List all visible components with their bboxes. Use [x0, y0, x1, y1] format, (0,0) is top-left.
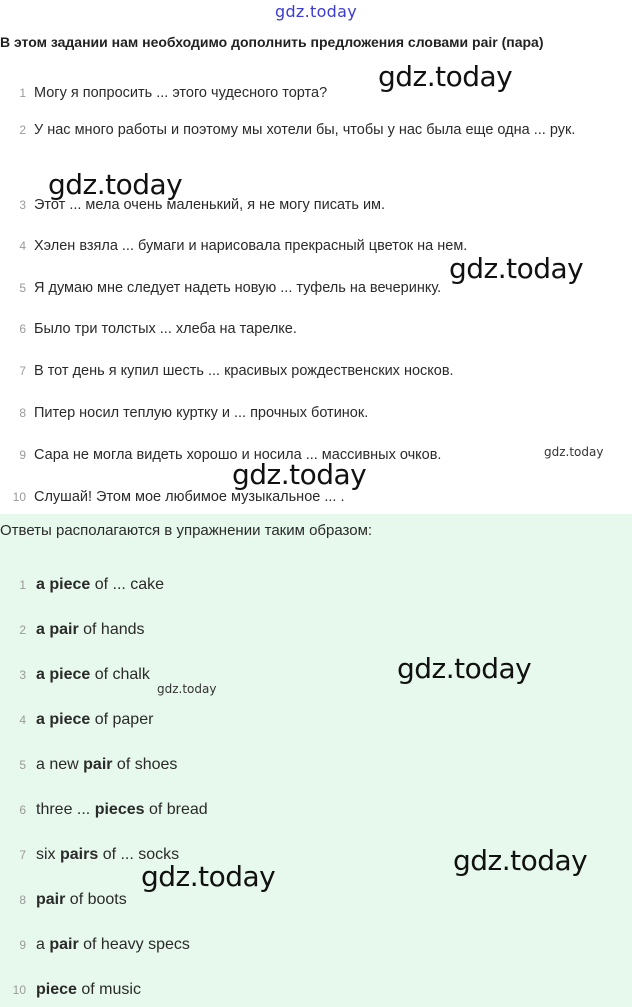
question-item: [0, 76, 628, 110]
answer-number: 2: [19, 623, 26, 637]
answer-text: a piece of chalk: [36, 666, 150, 683]
question-text: Питер носил теплую куртку и ... прочных ботинок.: [34, 405, 369, 421]
answer-number: 1: [19, 578, 26, 592]
question-text: Было три толстых ... хлеба на тарелке.: [34, 321, 297, 337]
answers-heading: Ответы располагаются в упражнении таким образом:: [0, 522, 373, 539]
answer-text: a new pair of shoes: [36, 756, 178, 773]
answer-item: [0, 933, 190, 957]
question-text: Я думаю мне следует надеть новую ... туфель на вечеринку.: [34, 280, 442, 296]
answer-item: [0, 708, 153, 732]
watermark: gdz.today: [378, 60, 513, 93]
answer-number: 4: [19, 713, 26, 727]
question-item: [0, 396, 628, 430]
question-text: Этот ... мела очень маленький, я не могу писать им.: [34, 197, 386, 213]
answer-text: a pair of hands: [36, 621, 145, 638]
site-logo[interactable]: gdz.today: [275, 2, 357, 21]
answer-text: three ... pieces of bread: [36, 801, 208, 818]
watermark: gdz.today: [157, 682, 217, 696]
answer-item: [0, 843, 179, 867]
question-number: 8: [19, 406, 26, 420]
answer-text: a piece of paper: [36, 711, 154, 728]
answer-number: 10: [12, 983, 26, 997]
watermark: gdz.today: [141, 860, 276, 893]
answer-item: [0, 753, 177, 777]
question-text: У нас много работы и поэтому мы хотели бы, чтобы у нас была еще одна ... рук.: [34, 122, 576, 138]
question-number: 1: [19, 86, 26, 100]
question-item: [0, 271, 628, 305]
answer-text: piece of music: [36, 981, 141, 998]
answer-number: 7: [19, 848, 26, 862]
question-number: 6: [19, 322, 26, 336]
question-item: [0, 229, 628, 263]
question-number: 4: [19, 239, 26, 253]
answers-section: [0, 514, 632, 1007]
question-number: 2: [19, 123, 26, 137]
question-number: 5: [19, 281, 26, 295]
question-number: 7: [19, 364, 26, 378]
watermark: gdz.today: [397, 652, 532, 685]
question-text: В тот день я купил шесть ... красивых рождественских носков.: [34, 363, 454, 379]
answer-item: [0, 888, 127, 912]
question-item: [0, 312, 628, 346]
watermark: gdz.today: [544, 445, 604, 459]
question-number: 9: [19, 448, 26, 462]
question-text: Могу я попросить ... этого чудесного торта?: [34, 85, 328, 101]
answer-item: [0, 978, 141, 1002]
question-text: Слушай! Этом мое любимое музыкальное ... .: [34, 489, 345, 505]
watermark: gdz.today: [232, 458, 367, 491]
question-item: [0, 480, 628, 514]
question-text: Сара не могла видеть хорошо и носила ... массивных очков.: [34, 447, 442, 463]
question-item: [0, 113, 628, 147]
watermark: gdz.today: [453, 844, 588, 877]
answer-item: [0, 618, 145, 642]
question-number: 3: [19, 198, 26, 212]
answer-number: 3: [19, 668, 26, 682]
answer-number: 9: [19, 938, 26, 952]
task-heading: В этом задании нам необходимо дополнить предложения словами pair (пара): [0, 34, 544, 50]
answer-number: 6: [19, 803, 26, 817]
answer-text: six pairs of ... socks: [36, 846, 180, 863]
question-item: [0, 354, 628, 388]
question-number: 10: [12, 490, 26, 504]
watermark: gdz.today: [48, 168, 183, 201]
answer-item: [0, 798, 208, 822]
answer-number: 5: [19, 758, 26, 772]
answer-number: 8: [19, 893, 26, 907]
answer-item: [0, 573, 164, 597]
question-text: Хэлен взяла ... бумаги и нарисовала прекрасный цветок на нем.: [34, 238, 468, 254]
question-item: [0, 188, 628, 222]
answer-text: a piece of ... cake: [36, 576, 165, 593]
answer-text: pair of boots: [36, 891, 127, 908]
question-item: [0, 438, 628, 472]
answer-item: [0, 663, 150, 687]
answer-text: a pair of heavy specs: [36, 936, 190, 953]
watermark: gdz.today: [449, 252, 584, 285]
